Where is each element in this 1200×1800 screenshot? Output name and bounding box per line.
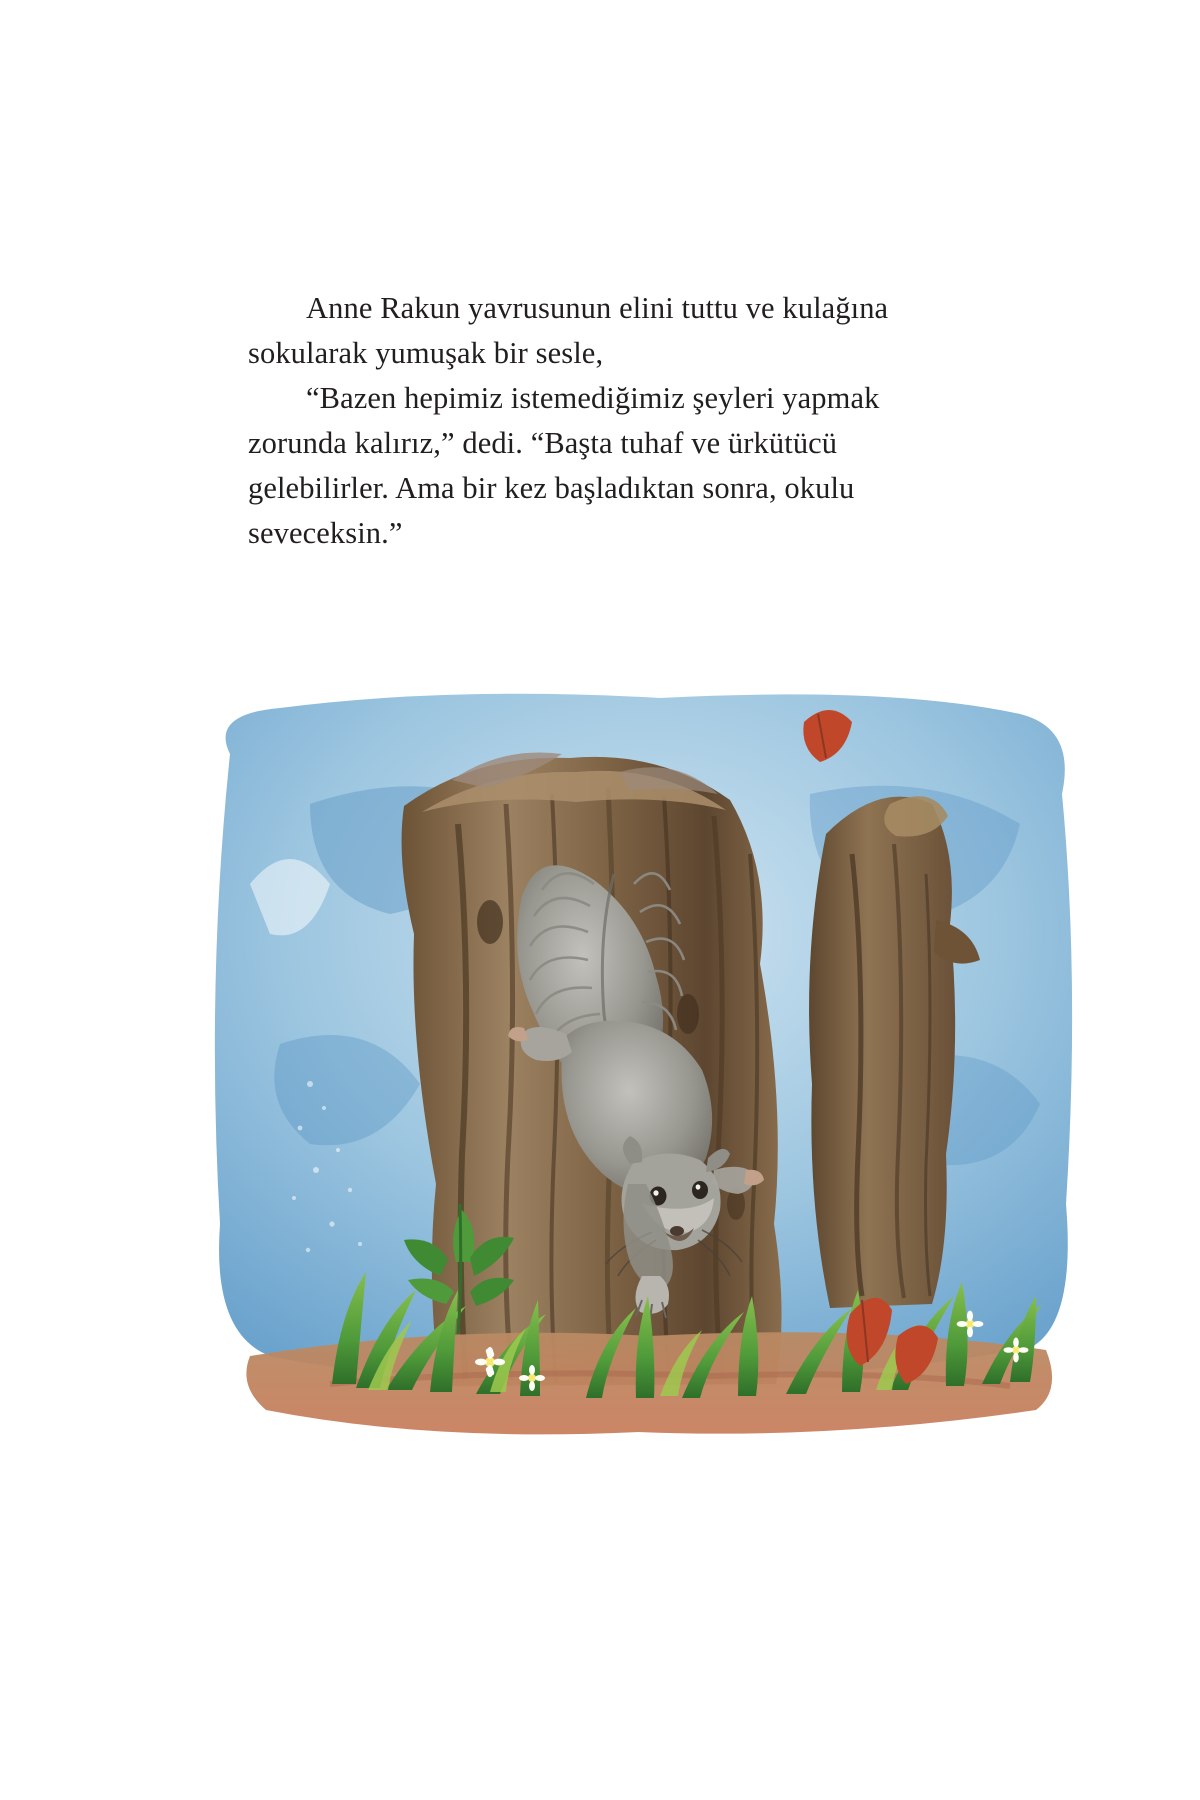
paragraph-2: “Bazen hepimiz istemediğimiz şeyleri yapmak zorunda kalırız,” dedi. “Başta tuhaf ve ürkütücü gelebilirler. Ama bir kez başladıktan sonra, okulu seveceksin.” [248, 381, 880, 550]
story-text-block [248, 286, 928, 556]
watercolor-squirrel-illustration [190, 684, 1090, 1474]
illustration-figure [190, 684, 1090, 1474]
illustration-canvas [190, 684, 1090, 1474]
paragraph-1: Anne Rakun yavrusunun elini tuttu ve kulağına sokularak yumuşak bir sesle, [248, 291, 889, 370]
